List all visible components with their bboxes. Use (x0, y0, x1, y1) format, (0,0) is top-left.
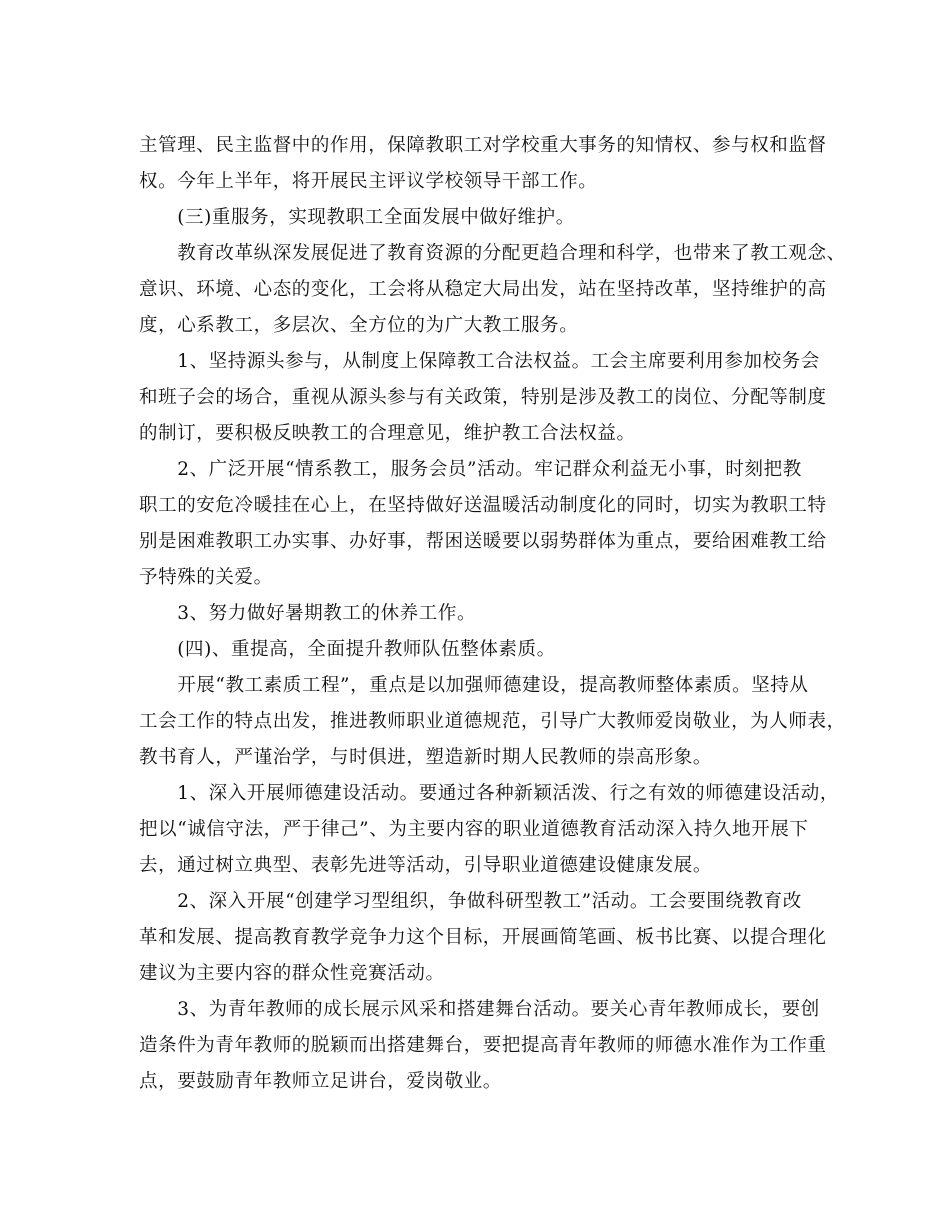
section-heading: (四)、重提高，全面提升教师队伍整体素质。 (139, 639, 556, 660)
section-heading: (三)重服务，实现教职工全面发展中做好维护。 (139, 207, 575, 228)
text-line: 教育改革纵深发展促进了教育资源的分配更趋合理和科学，也带来了教工观念、 (139, 243, 846, 264)
text-line: 3、努力做好暑期教工的休养工作。 (139, 603, 477, 624)
text-line: 把以“诚信守法，严于律己”、为主要内容的职业道德教育活动深入持久地开展下 (139, 819, 809, 840)
text-line: 工会工作的特点出发，推进教师职业道德规范，引导广大教师爱岗敬业，为人师表， (139, 711, 846, 732)
text-line: 开展“教工素质工程”，重点是以加强师德建设，提高教师整体素质。坚持从 (139, 675, 809, 696)
text-line: 度，心系教工，多层次、全方位的为广大教工服务。 (139, 315, 579, 336)
text-line: 权。今年上半年，将开展民主评议学校领导干部工作。 (139, 171, 598, 192)
document-body (139, 128, 846, 1100)
text-line: 予特殊的关爱。 (139, 567, 273, 588)
text-line: 和班子会的场合，重视从源头参与有关政策，特别是涉及教工的岗位、分配等制度 (139, 387, 827, 408)
text-line: 主管理、民主监督中的作用，保障教职工对学校重大事务的知情权、参与权和监督 (139, 135, 827, 156)
text-line: 意识、环境、心态的变化，工会将从稳定大局出发，站在坚持改革，坚持维护的高 (139, 279, 827, 300)
text-line: 建议为主要内容的群众性竞赛活动。 (139, 963, 445, 984)
text-line: 1、坚持源头参与，从制度上保障教工合法权益。工会主席要利用参加校务会 (139, 351, 820, 372)
text-line: 教书育人，严谨治学，与时俱进，塑造新时期人民教师的崇高形象。 (139, 747, 713, 768)
text-line: 2、广泛开展“情系教工，服务会员”活动。牢记群众利益无小事，时刻把教 (139, 459, 802, 480)
text-line: 3、为青年教师的成长展示风采和搭建舞台活动。要关心青年教师成长，要创 (139, 999, 820, 1020)
text-line: 职工的安危冷暖挂在心上，在坚持做好送温暖活动制度化的同时，切实为教职工特 (139, 495, 827, 516)
text-line: 去，通过树立典型、表彰先进等活动，引导职业道德建设健康发展。 (139, 855, 713, 876)
text-line: 革和发展、提高教育教学竞争力这个目标，开展画简笔画、板书比赛、以提合理化 (139, 927, 827, 948)
text-line: 2、深入开展“创建学习型组织，争做科研型教工”活动。工会要围绕教育改 (139, 891, 802, 912)
text-line: 造条件为青年教师的脱颖而出搭建舞台，要把提高青年教师的师德水准作为工作重 (139, 1035, 827, 1056)
text-line: 别是困难教职工办实事、办好事，帮困送暖要以弱势群体为重点，要给困难教工给 (139, 531, 827, 552)
text-line: 点，要鼓励青年教师立足讲台，爱岗敬业。 (139, 1071, 502, 1092)
text-line: 1、深入开展师德建设活动。要通过各种新颖活泼、行之有效的师德建设活动， (139, 783, 839, 804)
text-line: 的制订，要积极反映教工的合理意见，维护教工合法权益。 (139, 423, 636, 444)
